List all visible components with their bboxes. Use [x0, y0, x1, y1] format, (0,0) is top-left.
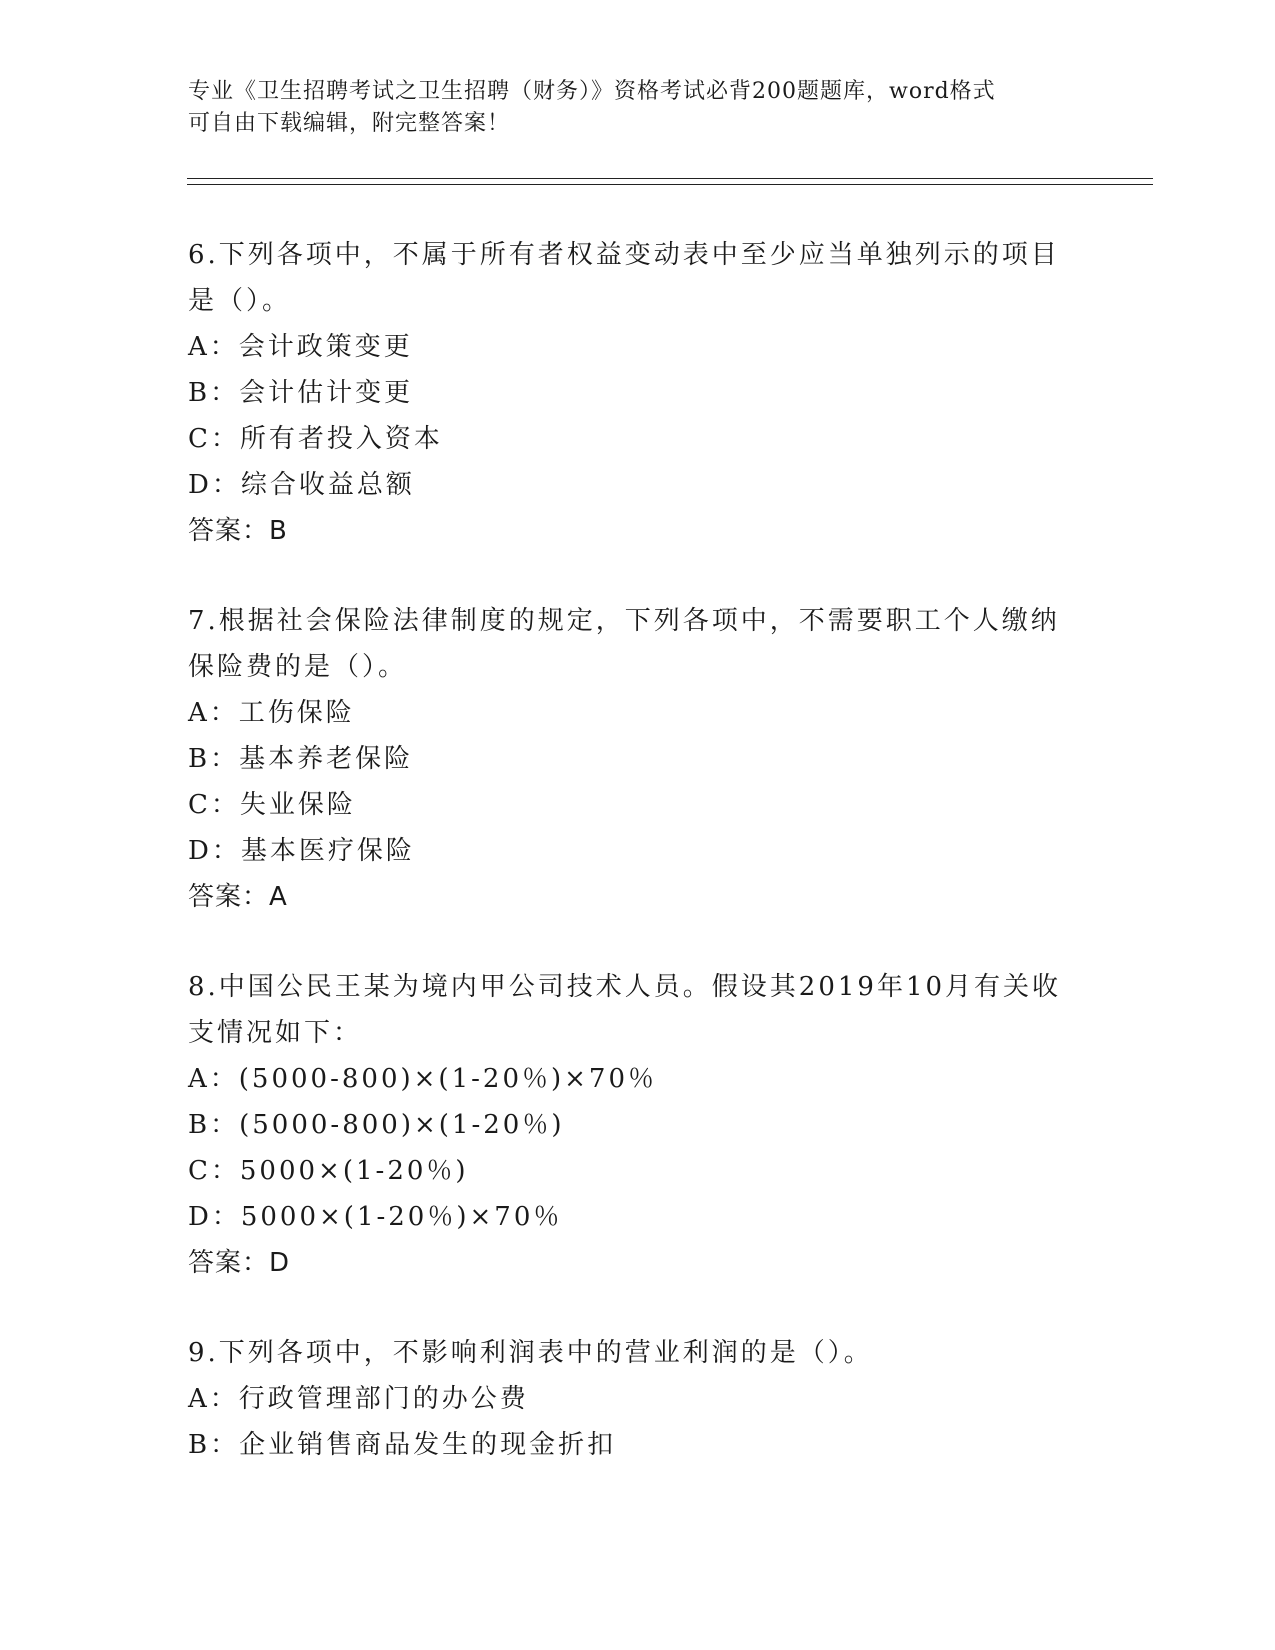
answer-line: 答案：B	[188, 516, 288, 546]
option-d: D：综合收益总额	[188, 470, 415, 500]
question-spacer	[188, 1286, 1068, 1330]
header-divider-bottom	[187, 184, 1153, 185]
question-stem: 8.中国公民王某为境内甲公司技术人员。假设其2019年10月有关收支情况如下：	[188, 972, 1062, 1048]
option-b: B：基本养老保险	[188, 744, 414, 774]
question-7	[188, 598, 1068, 920]
option-b: B：会计估计变更	[188, 378, 414, 408]
question-stem: 7.根据社会保险法律制度的规定，下列各项中，不需要职工个人缴纳保险费的是（）。	[188, 606, 1060, 682]
question-list	[188, 232, 1068, 1468]
question-9	[188, 1330, 1068, 1468]
option-a: A：工伤保险	[188, 698, 355, 728]
header-divider-top	[187, 178, 1153, 179]
question-spacer	[188, 554, 1068, 598]
option-c: C：所有者投入资本	[188, 424, 443, 454]
option-d: D：基本医疗保险	[188, 836, 415, 866]
question-8	[188, 964, 1068, 1286]
question-stem: 9.下列各项中，不影响利润表中的营业利润的是（）。	[188, 1338, 873, 1368]
option-d: D：5000×(1-20％)×70％	[188, 1202, 563, 1232]
option-c: C：失业保险	[188, 790, 356, 820]
question-spacer	[188, 920, 1068, 964]
document-header	[188, 76, 1068, 140]
option-b: B：企业销售商品发生的现金折扣	[188, 1430, 617, 1460]
question-stem: 6.下列各项中，不属于所有者权益变动表中至少应当单独列示的项目是（）。	[188, 240, 1060, 316]
header-title-line-1: 专业《卫生招聘考试之卫生招聘（财务）》资格考试必背200题题库，word格式	[188, 79, 996, 104]
header-title-line-2: 可自由下载编辑，附完整答案！	[188, 111, 511, 136]
option-a: A：(5000-800)×(1-20％)×70％	[188, 1064, 657, 1094]
option-b: B：(5000-800)×(1-20％)	[188, 1110, 565, 1140]
question-6	[188, 232, 1068, 554]
option-c: C：5000×(1-20％)	[188, 1156, 469, 1186]
option-a: A：会计政策变更	[188, 332, 413, 362]
answer-line: 答案：A	[188, 882, 288, 912]
answer-line: 答案：D	[188, 1248, 291, 1278]
option-a: A：行政管理部门的办公费	[188, 1384, 529, 1414]
